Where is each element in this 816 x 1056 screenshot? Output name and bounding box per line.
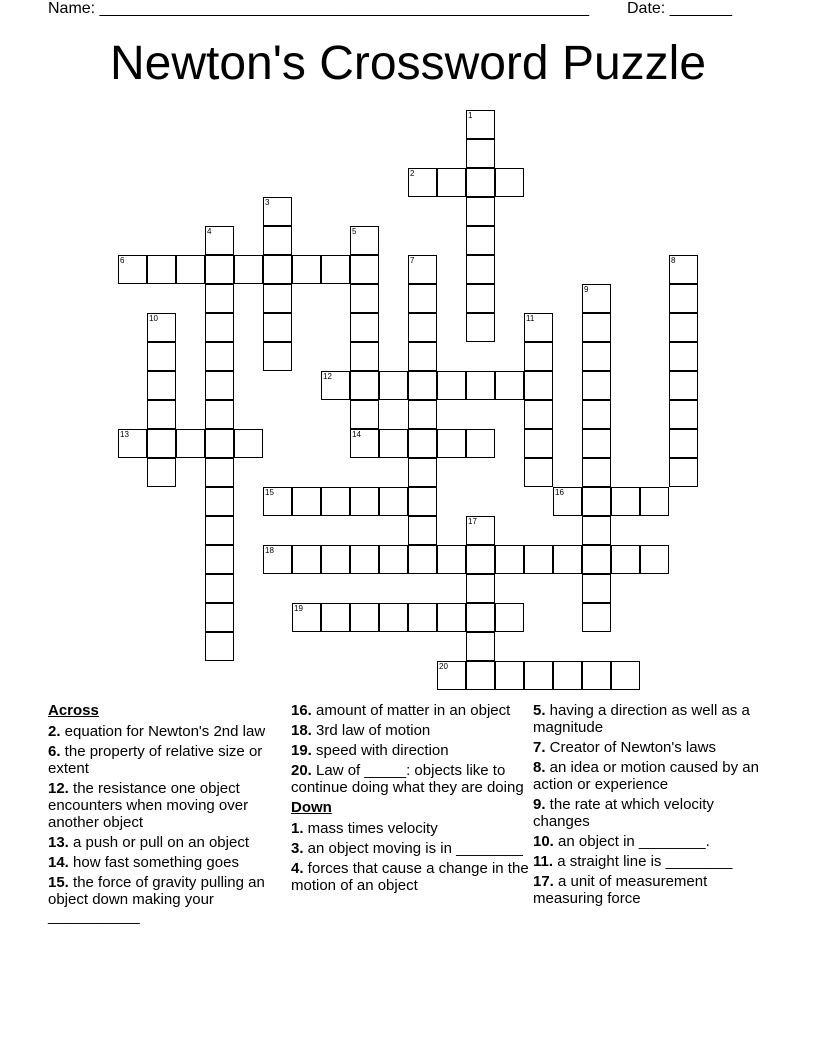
clue-number-label: 16 — [555, 488, 564, 497]
crossword-cell[interactable] — [234, 429, 263, 458]
clue-number-label: 17 — [468, 517, 477, 526]
crossword-cell[interactable] — [234, 255, 263, 284]
clue-number-label: 13 — [120, 430, 129, 439]
clue-item — [533, 873, 763, 907]
crossword-cell[interactable] — [524, 545, 553, 574]
clue-text: an idea or motion caused by an action or experience — [533, 759, 759, 793]
crossword-cell[interactable] — [582, 429, 611, 458]
clue-item — [533, 853, 763, 870]
crossword-cell[interactable] — [408, 603, 437, 632]
crossword-cell[interactable] — [669, 400, 698, 429]
crossword-cell[interactable] — [205, 313, 234, 342]
crossword-cell[interactable] — [466, 661, 495, 690]
crossword-cell[interactable] — [176, 255, 205, 284]
down-clue-list-continued — [533, 702, 763, 907]
clue-item — [291, 762, 531, 796]
crossword-cell[interactable] — [640, 487, 669, 516]
clue-text: Creator of Newton's laws — [545, 739, 716, 756]
clue-text: a straight line is ________ — [553, 853, 733, 870]
clue-number: 18. — [291, 722, 312, 739]
crossword-cell[interactable] — [350, 487, 379, 516]
date-field[interactable]: Date: _______ — [627, 0, 732, 17]
clue-text: a push or pull on an object — [68, 834, 249, 851]
crossword-cell[interactable] — [205, 458, 234, 487]
crossword-cell[interactable] — [205, 342, 234, 371]
clue-text: an object moving is in ________ — [303, 840, 523, 857]
crossword-cell[interactable] — [495, 545, 524, 574]
crossword-cell[interactable] — [350, 255, 379, 284]
crossword-cell[interactable] — [466, 313, 495, 342]
crossword-cell[interactable] — [466, 429, 495, 458]
clue-text: equation for Newton's 2nd law — [60, 723, 266, 740]
crossword-cell[interactable] — [408, 313, 437, 342]
clue-item — [48, 743, 288, 777]
clue-text: amount of matter in an object — [311, 702, 511, 719]
clue-text: an object in ________. — [553, 833, 710, 850]
crossword-cell[interactable] — [205, 400, 234, 429]
crossword-cell[interactable] — [205, 545, 234, 574]
clue-number: 10. — [533, 833, 554, 850]
crossword-cell[interactable] — [321, 603, 350, 632]
crossword-cell[interactable] — [466, 545, 495, 574]
crossword-cell[interactable] — [350, 603, 379, 632]
clue-number: 9. — [533, 796, 546, 813]
crossword-cell[interactable] — [350, 545, 379, 574]
clue-number: 13. — [48, 834, 69, 851]
clue-number-label: 2 — [410, 169, 415, 178]
clue-text: how fast something goes — [68, 854, 239, 871]
crossword-cell[interactable] — [553, 661, 582, 690]
crossword-cell[interactable] — [292, 255, 321, 284]
crossword-cell[interactable] — [524, 400, 553, 429]
clues-column-2 — [291, 702, 531, 897]
crossword-cell[interactable] — [408, 458, 437, 487]
crossword-cell[interactable] — [205, 371, 234, 400]
clue-number: 14. — [48, 854, 69, 871]
clues-column-1 — [48, 702, 288, 928]
clue-number: 5. — [533, 702, 546, 719]
clue-number: 20. — [291, 762, 312, 779]
crossword-cell[interactable] — [611, 487, 640, 516]
crossword-cell[interactable] — [379, 487, 408, 516]
clue-item — [48, 780, 288, 831]
crossword-cell[interactable] — [321, 545, 350, 574]
crossword-cell[interactable] — [582, 603, 611, 632]
page-title: Newton's Crossword Puzzle — [109, 37, 707, 90]
clue-number-label: 9 — [584, 285, 589, 294]
clue-number: 17. — [533, 873, 554, 890]
crossword-cell[interactable] — [495, 603, 524, 632]
clue-number: 19. — [291, 742, 312, 759]
crossword-cell[interactable] — [582, 342, 611, 371]
crossword-cell[interactable] — [350, 284, 379, 313]
crossword-cell[interactable] — [205, 516, 234, 545]
clue-item — [533, 739, 763, 756]
clue-number: 11. — [533, 853, 554, 870]
crossword-cell[interactable] — [321, 255, 350, 284]
down-clue-list — [291, 820, 531, 894]
clue-item — [291, 702, 531, 719]
crossword-cell[interactable] — [408, 487, 437, 516]
clue-text: forces that cause a change in the motion of an object — [291, 860, 529, 894]
crossword-cell[interactable] — [292, 487, 321, 516]
crossword-cell[interactable] — [147, 458, 176, 487]
crossword-cell[interactable] — [466, 226, 495, 255]
crossword-cell[interactable] — [437, 371, 466, 400]
crossword-cell[interactable] — [582, 574, 611, 603]
crossword-cell[interactable] — [466, 168, 495, 197]
clue-text: the property of relative size or extent — [48, 743, 263, 777]
clue-text: the resistance one object encounters when moving over another object — [48, 780, 249, 831]
crossword-cell[interactable] — [408, 400, 437, 429]
crossword-cell[interactable] — [524, 342, 553, 371]
crossword-cell[interactable] — [147, 342, 176, 371]
crossword-cell[interactable] — [669, 284, 698, 313]
clue-number: 4. — [291, 860, 304, 877]
crossword-cell[interactable] — [466, 139, 495, 168]
clue-number-label: 12 — [323, 372, 332, 381]
crossword-cell[interactable] — [466, 197, 495, 226]
crossword-cell[interactable] — [669, 429, 698, 458]
crossword-cell[interactable] — [466, 632, 495, 661]
clue-number-label: 1 — [468, 111, 473, 120]
crossword-cell[interactable] — [669, 313, 698, 342]
clue-item — [533, 796, 763, 830]
crossword-cell[interactable] — [582, 371, 611, 400]
clue-item — [291, 860, 531, 894]
clue-number: 8. — [533, 759, 546, 776]
crossword-cell[interactable] — [205, 632, 234, 661]
crossword-cell[interactable] — [205, 603, 234, 632]
across-heading: Across — [48, 702, 99, 719]
crossword-cell[interactable] — [147, 255, 176, 284]
crossword-cell[interactable] — [292, 545, 321, 574]
crossword-cell[interactable] — [582, 458, 611, 487]
crossword-cell[interactable] — [582, 661, 611, 690]
crossword-cell[interactable] — [205, 429, 234, 458]
crossword-cell[interactable] — [640, 545, 669, 574]
crossword-cell[interactable] — [205, 574, 234, 603]
clue-number: 12. — [48, 780, 69, 797]
clue-text: mass times velocity — [303, 820, 438, 837]
crossword-cell[interactable] — [437, 603, 466, 632]
clue-number-label: 11 — [526, 314, 535, 323]
crossword-cell[interactable] — [263, 255, 292, 284]
crossword-cell[interactable] — [350, 400, 379, 429]
clue-number: 16. — [291, 702, 312, 719]
crossword-cell[interactable] — [408, 545, 437, 574]
crossword-cell[interactable] — [408, 516, 437, 545]
crossword-cell[interactable] — [176, 429, 205, 458]
clue-item — [291, 820, 531, 837]
clue-item — [533, 759, 763, 793]
clue-item — [48, 874, 288, 925]
clue-text: the force of gravity pulling an object down making your ___________ — [48, 874, 265, 925]
clue-number-label: 7 — [410, 256, 415, 265]
crossword-cell[interactable] — [263, 313, 292, 342]
crossword-cell[interactable] — [553, 545, 582, 574]
clue-number: 3. — [291, 840, 304, 857]
clue-number-label: 4 — [207, 227, 212, 236]
crossword-cell[interactable] — [437, 429, 466, 458]
crossword-cell[interactable] — [408, 342, 437, 371]
crossword-cell[interactable] — [669, 371, 698, 400]
clue-item — [48, 834, 288, 851]
crossword-cell[interactable] — [582, 400, 611, 429]
clue-number: 1. — [291, 820, 304, 837]
crossword-cell[interactable] — [408, 429, 437, 458]
crossword-cell[interactable] — [205, 487, 234, 516]
crossword-cell[interactable] — [263, 342, 292, 371]
crossword-cell[interactable] — [263, 226, 292, 255]
crossword-cell[interactable] — [524, 661, 553, 690]
clue-item — [48, 854, 288, 871]
crossword-cell[interactable] — [350, 313, 379, 342]
crossword-cell[interactable] — [321, 487, 350, 516]
clue-number-label: 15 — [265, 488, 274, 497]
crossword-cell[interactable] — [408, 284, 437, 313]
clue-number: 7. — [533, 739, 546, 756]
crossword-cell[interactable] — [147, 429, 176, 458]
crossword-cell[interactable] — [466, 371, 495, 400]
crossword-cell[interactable] — [437, 545, 466, 574]
crossword-cell[interactable] — [379, 545, 408, 574]
crossword-cell[interactable] — [379, 603, 408, 632]
clue-number-label: 3 — [265, 198, 270, 207]
crossword-cell[interactable] — [408, 371, 437, 400]
across-clue-list-continued — [291, 702, 531, 796]
clue-number-label: 10 — [149, 314, 158, 323]
crossword-cell[interactable] — [379, 429, 408, 458]
clue-item — [48, 723, 288, 740]
clue-number: 6. — [48, 743, 61, 760]
clues-column-3 — [533, 702, 763, 910]
crossword-cell[interactable] — [205, 255, 234, 284]
crossword-cell[interactable] — [466, 255, 495, 284]
clue-number-label: 19 — [294, 604, 303, 613]
crossword-cell[interactable] — [524, 371, 553, 400]
clue-item — [291, 722, 531, 739]
crossword-cell[interactable] — [524, 429, 553, 458]
crossword-cell[interactable] — [350, 342, 379, 371]
crossword-cell[interactable] — [437, 168, 466, 197]
crossword-cell[interactable] — [147, 400, 176, 429]
crossword-cell[interactable] — [379, 371, 408, 400]
clue-number: 2. — [48, 723, 61, 740]
crossword-cell[interactable] — [669, 342, 698, 371]
clue-text: the rate at which velocity changes — [533, 796, 714, 830]
crossword-cell[interactable] — [466, 603, 495, 632]
crossword-cell[interactable] — [495, 168, 524, 197]
crossword-cell[interactable] — [611, 661, 640, 690]
clue-item — [533, 702, 763, 736]
clue-number-label: 18 — [265, 546, 274, 555]
clue-text: having a direction as well as a magnitude — [533, 702, 750, 736]
clue-text: a unit of measurement measuring force — [533, 873, 708, 907]
crossword-cell[interactable] — [611, 545, 640, 574]
crossword-cell[interactable] — [350, 371, 379, 400]
crossword-cell[interactable] — [582, 516, 611, 545]
crossword-cell[interactable] — [495, 371, 524, 400]
clue-number-label: 8 — [671, 256, 676, 265]
clue-item — [291, 840, 531, 857]
crossword-cell[interactable] — [582, 545, 611, 574]
across-clue-list — [48, 723, 288, 925]
clue-number-label: 6 — [120, 256, 125, 265]
crossword-cell[interactable] — [524, 458, 553, 487]
crossword-cell[interactable] — [466, 284, 495, 313]
crossword-cell[interactable] — [582, 313, 611, 342]
crossword-cell[interactable] — [495, 661, 524, 690]
clue-number-label: 5 — [352, 227, 357, 236]
clue-item — [291, 742, 531, 759]
down-heading: Down — [291, 799, 332, 816]
crossword-cell[interactable] — [147, 371, 176, 400]
clue-item — [533, 833, 763, 850]
name-field[interactable]: Name: _______________________________________________________ — [48, 0, 589, 17]
crossword-cell[interactable] — [466, 574, 495, 603]
crossword-cell[interactable] — [205, 284, 234, 313]
clue-number: 15. — [48, 874, 69, 891]
clue-text: Law of _____: objects like to continue doing what they are doing — [291, 762, 524, 796]
crossword-cell[interactable] — [263, 284, 292, 313]
clue-number-label: 20 — [439, 662, 448, 671]
crossword-cell[interactable] — [669, 458, 698, 487]
crossword-cell[interactable] — [582, 487, 611, 516]
clue-text: 3rd law of motion — [311, 722, 431, 739]
clue-text: speed with direction — [311, 742, 449, 759]
clue-number-label: 14 — [352, 430, 361, 439]
